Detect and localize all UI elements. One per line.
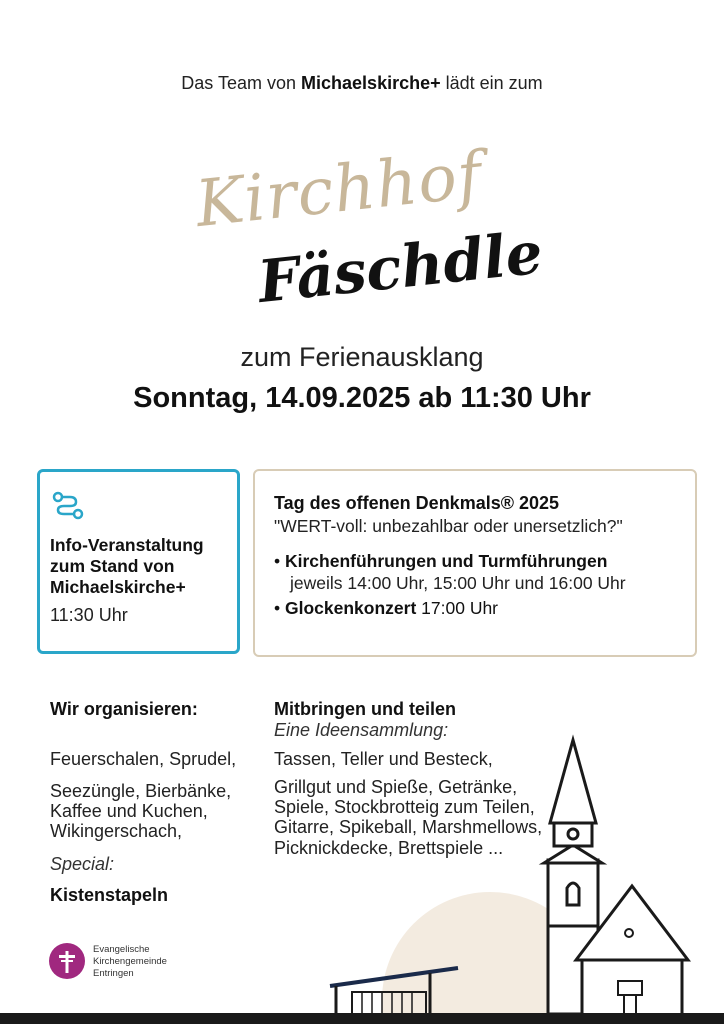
title-kirchhof: Kirchhof xyxy=(192,138,486,242)
intro-text-end: lädt ein zum xyxy=(440,73,543,93)
logo-line: Entringen xyxy=(93,968,134,979)
info-time: 11:30 Uhr xyxy=(50,605,128,625)
logo-line: Evangelische xyxy=(93,944,150,955)
list-item-sub: jeweils 14:00 Uhr, 15:00 Uhr und 16:00 Uhr xyxy=(290,573,626,593)
bring-heading: Mitbringen und teilen xyxy=(274,699,456,719)
intro-text: Das Team von xyxy=(181,73,302,93)
list-item xyxy=(274,598,498,619)
intro-team-name: Michaelskirche+ xyxy=(301,73,441,93)
bring-line: Tassen, Teller und Besteck, xyxy=(274,749,493,769)
title-faeschdle: Fäschdle xyxy=(254,218,546,316)
special-item: Kistenstapeln xyxy=(50,885,169,905)
organize-heading: Wir organisieren: xyxy=(50,699,198,719)
organize-line: Feuerschalen, Sprudel, xyxy=(50,749,237,769)
list-item xyxy=(274,551,607,572)
footer-bar xyxy=(0,1013,724,1024)
list-item-rest: 17:00 Uhr xyxy=(416,598,499,618)
church-logo-icon xyxy=(49,943,85,979)
event-date: Sonntag, 14.09.2025 ab 11:30 Uhr xyxy=(133,382,591,414)
church-logo-text xyxy=(93,944,167,980)
denkmal-title: Tag des offenen Denkmals® 2025 xyxy=(274,493,560,513)
special-label: Special: xyxy=(50,854,115,874)
bullet-icon: • xyxy=(274,551,285,571)
denkmal-quote: "WERT-voll: unbezahlbar oder unersetzlich?" xyxy=(274,516,623,536)
route-icon xyxy=(50,490,86,522)
organize-line: Seezüngle, Bierbänke, Kaffee und Kuchen, Wikingerschach, xyxy=(50,781,232,841)
list-item-bold: Glockenkonzert xyxy=(285,598,417,618)
bullet-icon: • xyxy=(274,598,285,618)
bring-line: Grillgut und Spieße, Getränke, Spiele, Stockbrotteig zum Teilen, Gitarre, Spikeball, Marshmellows, Picknickdecke, Brettspiele ... xyxy=(274,777,543,858)
intro-line xyxy=(0,73,724,94)
info-title: Info-Veranstaltung zum Stand von Michaelskirche+ xyxy=(50,535,204,597)
logo-line: Kirchengemeinde xyxy=(93,956,167,967)
subtitle: zum Ferienausklang xyxy=(240,342,484,372)
list-item-bold: Kirchenführungen und Turmführungen xyxy=(285,551,608,571)
bring-subheading: Eine Ideensammlung: xyxy=(274,720,449,740)
